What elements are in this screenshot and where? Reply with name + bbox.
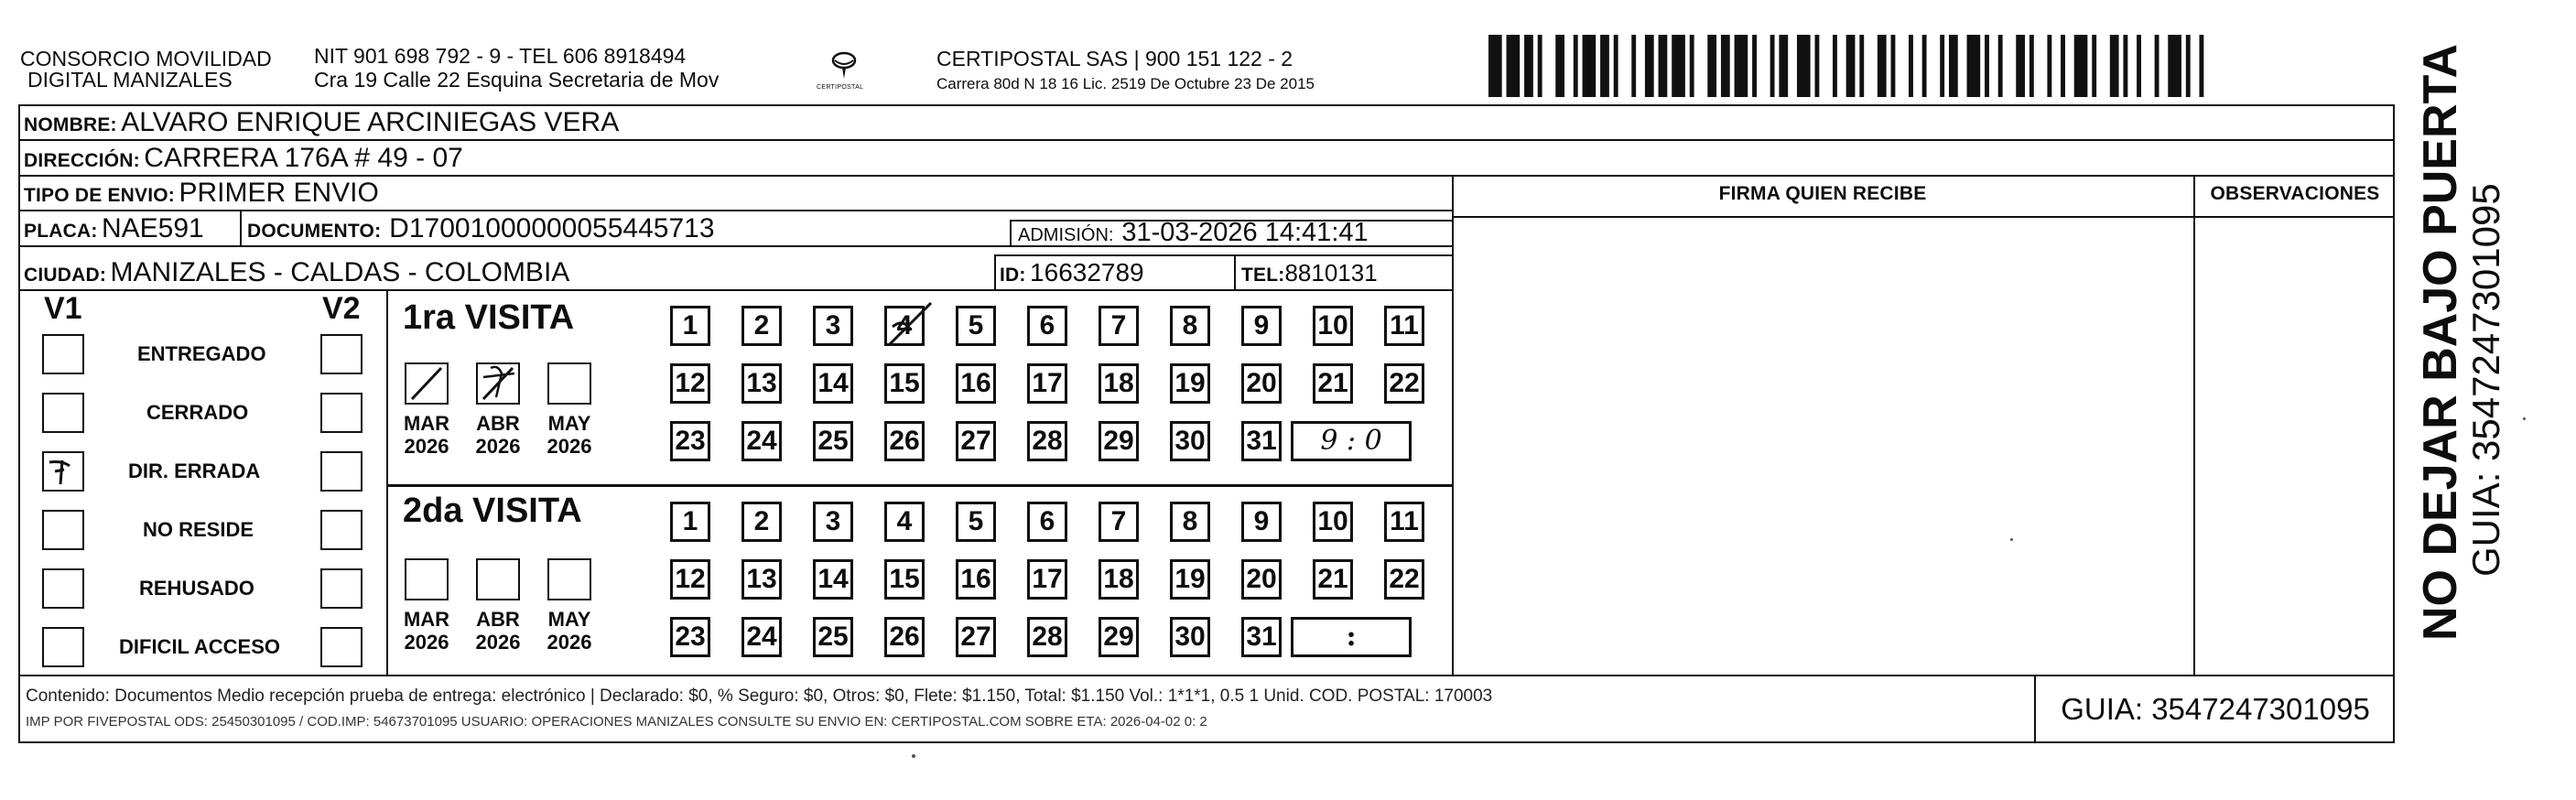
v1-header: V1	[44, 291, 82, 326]
check-mark-icon	[883, 299, 935, 351]
v1-checkbox[interactable]	[42, 393, 84, 433]
courier-license: Carrera 80d N 18 16 Lic. 2519 De Octubre 23 De 2015	[936, 75, 1315, 92]
company-nit: NIT 901 698 792 - 9 - TEL 606 8918494	[314, 44, 687, 68]
barcode-bar	[1770, 35, 1775, 97]
barcode-bar	[1846, 35, 1856, 97]
visit1-day-21[interactable]: 21	[1313, 363, 1353, 404]
visit1-day-27[interactable]: 27	[956, 421, 996, 461]
barcode-bar	[2155, 35, 2159, 97]
barcode-bar	[1922, 35, 1927, 97]
v2-checkbox[interactable]	[320, 451, 363, 492]
status-label: ENTREGADO	[137, 342, 266, 365]
barcode-bar	[1538, 35, 1542, 97]
visit2-day-31[interactable]: 31	[1241, 617, 1282, 657]
visit1-day-6[interactable]: 6	[1027, 306, 1067, 346]
visit1-day-30[interactable]: 30	[1170, 421, 1210, 461]
barcode-bar	[1721, 35, 1730, 97]
visit1-day-24[interactable]: 24	[741, 421, 782, 461]
barcode-bar	[1600, 35, 1609, 97]
visit2-day-5[interactable]: 5	[956, 502, 996, 542]
visit2-month-checkbox[interactable]	[405, 558, 449, 600]
barcode-bar	[1707, 35, 1716, 97]
barcode-bar	[2047, 35, 2051, 97]
visit1-day-9[interactable]: 9	[1241, 306, 1282, 346]
visit1-day-26[interactable]: 26	[884, 421, 925, 461]
visit1-day-17[interactable]: 17	[1027, 363, 1067, 404]
visit2-day-13[interactable]: 13	[741, 559, 782, 600]
logo-caption: CERTIPOSTAL	[817, 84, 864, 91]
admision-value: 31-03-2026 14:41:41	[1121, 218, 1369, 247]
visit1-day-11[interactable]: 11	[1384, 306, 1424, 346]
visit1-day-18[interactable]: 18	[1099, 363, 1139, 404]
check-mark-icon	[44, 453, 82, 490]
visit1-month-label: ABR 2026	[475, 412, 521, 458]
barcode-bar	[1645, 35, 1654, 97]
barcode-bar	[1524, 35, 1533, 97]
barcode-bar	[1672, 35, 1685, 97]
v2-checkbox[interactable]	[320, 510, 363, 550]
visit1-day-10[interactable]: 10	[1313, 306, 1353, 346]
visit1-day-8[interactable]: 8	[1170, 306, 1210, 346]
status-label: REHUSADO	[139, 577, 254, 600]
barcode-bar	[1985, 35, 1989, 97]
visit1-day-25[interactable]: 25	[813, 421, 853, 461]
visit2-day-7[interactable]: 7	[1099, 502, 1139, 542]
visit2-day-14[interactable]: 14	[813, 559, 853, 600]
visit1-day-22[interactable]: 22	[1384, 363, 1424, 404]
barcode-bar	[1631, 35, 1636, 97]
visit1-day-28[interactable]: 28	[1027, 421, 1067, 461]
visit2-day-22[interactable]: 22	[1384, 559, 1424, 600]
visit2-day-16[interactable]: 16	[956, 559, 996, 600]
visit2-day-6[interactable]: 6	[1027, 502, 1067, 542]
visit2-day-17[interactable]: 17	[1027, 559, 1067, 600]
v1-checkbox[interactable]	[42, 568, 84, 609]
side-guia: GUIA: 3547247301095	[2464, 183, 2507, 577]
status-label: DIR. ERRADA	[128, 459, 261, 482]
documento-field	[247, 211, 715, 245]
barcode-bar	[2061, 35, 2065, 97]
visit2-title: 2da VISITA	[403, 492, 582, 530]
nombre-value: ALVARO ENRIQUE ARCINIEGAS VERA	[121, 107, 620, 137]
visit1-day-2[interactable]: 2	[741, 306, 782, 346]
visit1-time-box[interactable]: 9 : 0	[1291, 421, 1412, 461]
courier-name: CERTIPOSTAL SAS | 900 151 122 - 2	[936, 47, 1293, 70]
visit1-day-16[interactable]: 16	[956, 363, 996, 404]
placa-value: NAE591	[101, 213, 204, 243]
observaciones-header: OBSERVACIONES	[2210, 183, 2380, 204]
footer-imp-line: IMP POR FIVEPOSTAL ODS: 25450301095 / COD.IMP: 54673701095 USUARIO: OPERACIONES MANIZALES CONSULTE SU ENVIO EN: CERTIPOSTAL.COM SOBRE ETA: 2026-04-02 0: 2	[26, 714, 1207, 730]
visit1-day-3[interactable]: 3	[813, 306, 853, 346]
visit2-day-24[interactable]: 24	[741, 617, 782, 657]
check-mark-icon	[406, 364, 447, 403]
visit1-month-label: MAR 2026	[403, 412, 450, 458]
ciudad-value: MANIZALES - CALDAS - COLOMBIA	[110, 257, 570, 287]
v2-header: V2	[322, 291, 361, 326]
visit2-day-26[interactable]: 26	[884, 617, 925, 657]
visit2-day-10[interactable]: 10	[1313, 502, 1353, 542]
footer-contents: Contenido: Documentos Medio recepción prueba de entrega: electrónico | Declarado: $0, % Seguro: $0, Otros: $0, Flete: $1.150, Total: $1.150 Vol.: 1*1*1, 0.5 1 Unid. COD. POSTAL: 170003	[26, 686, 1493, 706]
company-address: Cra 19 Calle 22 Esquina Secretaria de Mov	[314, 68, 720, 92]
barcode-bar	[1659, 35, 1668, 97]
check-mark-icon	[478, 364, 518, 403]
admision-field	[1018, 218, 1369, 247]
visit1-month-checkbox[interactable]	[476, 362, 520, 405]
id-field	[1000, 254, 1144, 289]
v2-checkbox[interactable]	[320, 627, 363, 667]
barcode-bar	[1583, 35, 1596, 97]
nombre-row	[24, 106, 619, 139]
visit1-day-7[interactable]: 7	[1099, 306, 1139, 346]
barcode-bar	[1797, 35, 1811, 97]
visit2-day-30[interactable]: 30	[1170, 617, 1210, 657]
visit2-day-20[interactable]: 20	[1241, 559, 1282, 600]
v1-checkbox[interactable]	[42, 334, 84, 374]
barcode-bar	[1859, 35, 1864, 97]
tel-label: TEL:	[1241, 265, 1285, 286]
barcode-bar	[1878, 35, 1887, 97]
placa-label: PLACA:	[24, 221, 98, 242]
scan-speck	[2523, 417, 2526, 420]
barcode-bar	[1940, 35, 1944, 97]
visit2-day-28[interactable]: 28	[1027, 617, 1067, 657]
placa-field	[24, 211, 204, 245]
visit1-day-5[interactable]: 5	[956, 306, 996, 346]
status-label: DIFICIL ACCESO	[119, 635, 281, 658]
documento-label: DOCUMENTO:	[247, 221, 382, 242]
barcode-bar	[1909, 35, 1913, 97]
visit1-day-15[interactable]: 15	[884, 363, 925, 404]
visit1-month-checkbox[interactable]	[547, 362, 591, 405]
barcode-bar	[1555, 35, 1564, 97]
v1-checkbox[interactable]	[42, 510, 84, 550]
direccion-value: CARRERA 176A # 49 - 07	[144, 143, 463, 173]
visit2-day-21[interactable]: 21	[1313, 559, 1353, 600]
nombre-label: NOMBRE:	[24, 114, 117, 135]
visit2-day-29[interactable]: 29	[1099, 617, 1139, 657]
barcode-bar	[1998, 35, 2003, 97]
barcode-bar	[2199, 35, 2203, 97]
visit2-day-3[interactable]: 3	[813, 502, 853, 542]
visit1-day-13[interactable]: 13	[741, 363, 782, 404]
ciudad-label: CIUDAD:	[24, 265, 107, 286]
id-value: 16632789	[1030, 258, 1144, 286]
firma-header: FIRMA QUIEN RECIBE	[1718, 183, 1927, 204]
tel-field	[1241, 254, 1378, 289]
barcode-bar	[1833, 35, 1837, 97]
scan-speck	[912, 754, 915, 758]
visit2-time-box[interactable]: :	[1291, 617, 1412, 657]
v2-checkbox[interactable]	[320, 568, 363, 609]
visit1-title: 1ra VISITA	[403, 298, 575, 337]
visit2-day-12[interactable]: 12	[670, 559, 710, 600]
barcode-bar	[1814, 35, 1819, 97]
barcode-bar	[1690, 35, 1694, 97]
visit2-day-19[interactable]: 19	[1170, 559, 1210, 600]
tel-value: 8810131	[1284, 259, 1378, 286]
visit2-day-15[interactable]: 15	[884, 559, 925, 600]
barcode-bar	[1507, 35, 1521, 97]
visit2-day-8[interactable]: 8	[1170, 502, 1210, 542]
barcode-bar	[1891, 35, 1896, 97]
visit2-month-label: MAY 2026	[547, 608, 592, 654]
visit2-day-11[interactable]: 11	[1384, 502, 1424, 542]
visit2-day-1[interactable]: 1	[670, 502, 710, 542]
barcode-bar	[2137, 35, 2141, 97]
barcode-bar	[1752, 35, 1757, 97]
visit2-day-23[interactable]: 23	[670, 617, 710, 657]
barcode-bar	[1779, 35, 1788, 97]
visit2-day-4[interactable]: 4	[884, 502, 925, 542]
barcode-bar	[2074, 35, 2088, 97]
visit2-month-checkbox[interactable]	[476, 558, 520, 600]
barcode-bar	[1949, 35, 1958, 97]
status-label: NO RESIDE	[143, 518, 254, 541]
tipo-envio-row	[24, 177, 379, 210]
tipo-envio-value: PRIMER ENVIO	[179, 178, 379, 208]
company-name-line2: DIGITAL MANIZALES	[27, 68, 233, 92]
v1-checkbox[interactable]	[42, 627, 84, 667]
no-dejar-bajo-puerta: NO DEJAR BAJO PUERTA	[2414, 43, 2467, 641]
visit2-month-checkbox[interactable]	[547, 558, 591, 600]
visit1-day-14[interactable]: 14	[813, 363, 853, 404]
visit2-day-18[interactable]: 18	[1099, 559, 1139, 600]
ciudad-field	[24, 254, 569, 289]
visit1-day-20[interactable]: 20	[1241, 363, 1282, 404]
id-label: ID:	[1000, 265, 1026, 286]
barcode-bar	[1574, 35, 1578, 97]
status-label: CERRADO	[146, 401, 249, 424]
firma-area[interactable]	[1456, 220, 2192, 673]
visit2-month-label: MAR 2026	[403, 608, 450, 654]
v1-checkbox[interactable]	[42, 451, 84, 492]
scan-speck	[2010, 538, 2013, 541]
barcode-bar	[2029, 35, 2034, 97]
barcode-bar	[2110, 35, 2119, 97]
visit1-day-19[interactable]: 19	[1170, 363, 1210, 404]
admision-label: ADMISIÓN:	[1018, 225, 1114, 245]
observaciones-area[interactable]	[2197, 220, 2393, 673]
visit1-day-4[interactable]: 4	[884, 306, 925, 346]
visit1-month-checkbox[interactable]	[405, 362, 449, 405]
footer-guia: GUIA: 3547247301095	[2061, 692, 2370, 726]
barcode-bar	[1614, 35, 1618, 97]
company-name-line1: CONSORCIO MOVILIDAD	[20, 47, 272, 70]
visit1-month-label: MAY 2026	[547, 412, 592, 458]
barcode-bar	[2092, 35, 2096, 97]
visit2-day-27[interactable]: 27	[956, 617, 996, 657]
visit2-day-25[interactable]: 25	[813, 617, 853, 657]
v2-checkbox[interactable]	[320, 334, 363, 374]
visit1-day-29[interactable]: 29	[1099, 421, 1139, 461]
tipo-envio-label: TIPO DE ENVIO:	[24, 185, 175, 206]
barcode-bar	[2016, 35, 2025, 97]
visit1-day-12[interactable]: 12	[670, 363, 710, 404]
visit2-day-9[interactable]: 9	[1241, 502, 1282, 542]
documento-value: D17001000000055445713	[389, 213, 715, 243]
barcode-bar	[2123, 35, 2127, 97]
visit1-day-23[interactable]: 23	[670, 421, 710, 461]
barcode-bar	[1735, 35, 1748, 97]
direccion-row	[24, 142, 463, 175]
barcode-bar	[1967, 35, 1981, 97]
barcode-bar	[1488, 35, 1502, 97]
v2-checkbox[interactable]	[320, 393, 363, 433]
direccion-label: DIRECCIÓN:	[24, 150, 140, 171]
barcode-bar	[2168, 35, 2181, 97]
visit2-day-2[interactable]: 2	[741, 502, 782, 542]
visit1-day-31[interactable]: 31	[1241, 421, 1282, 461]
visit1-day-1[interactable]: 1	[670, 306, 710, 346]
barcode	[1488, 35, 2217, 97]
visit2-month-label: ABR 2026	[475, 608, 521, 654]
barcode-bar	[2186, 35, 2191, 97]
